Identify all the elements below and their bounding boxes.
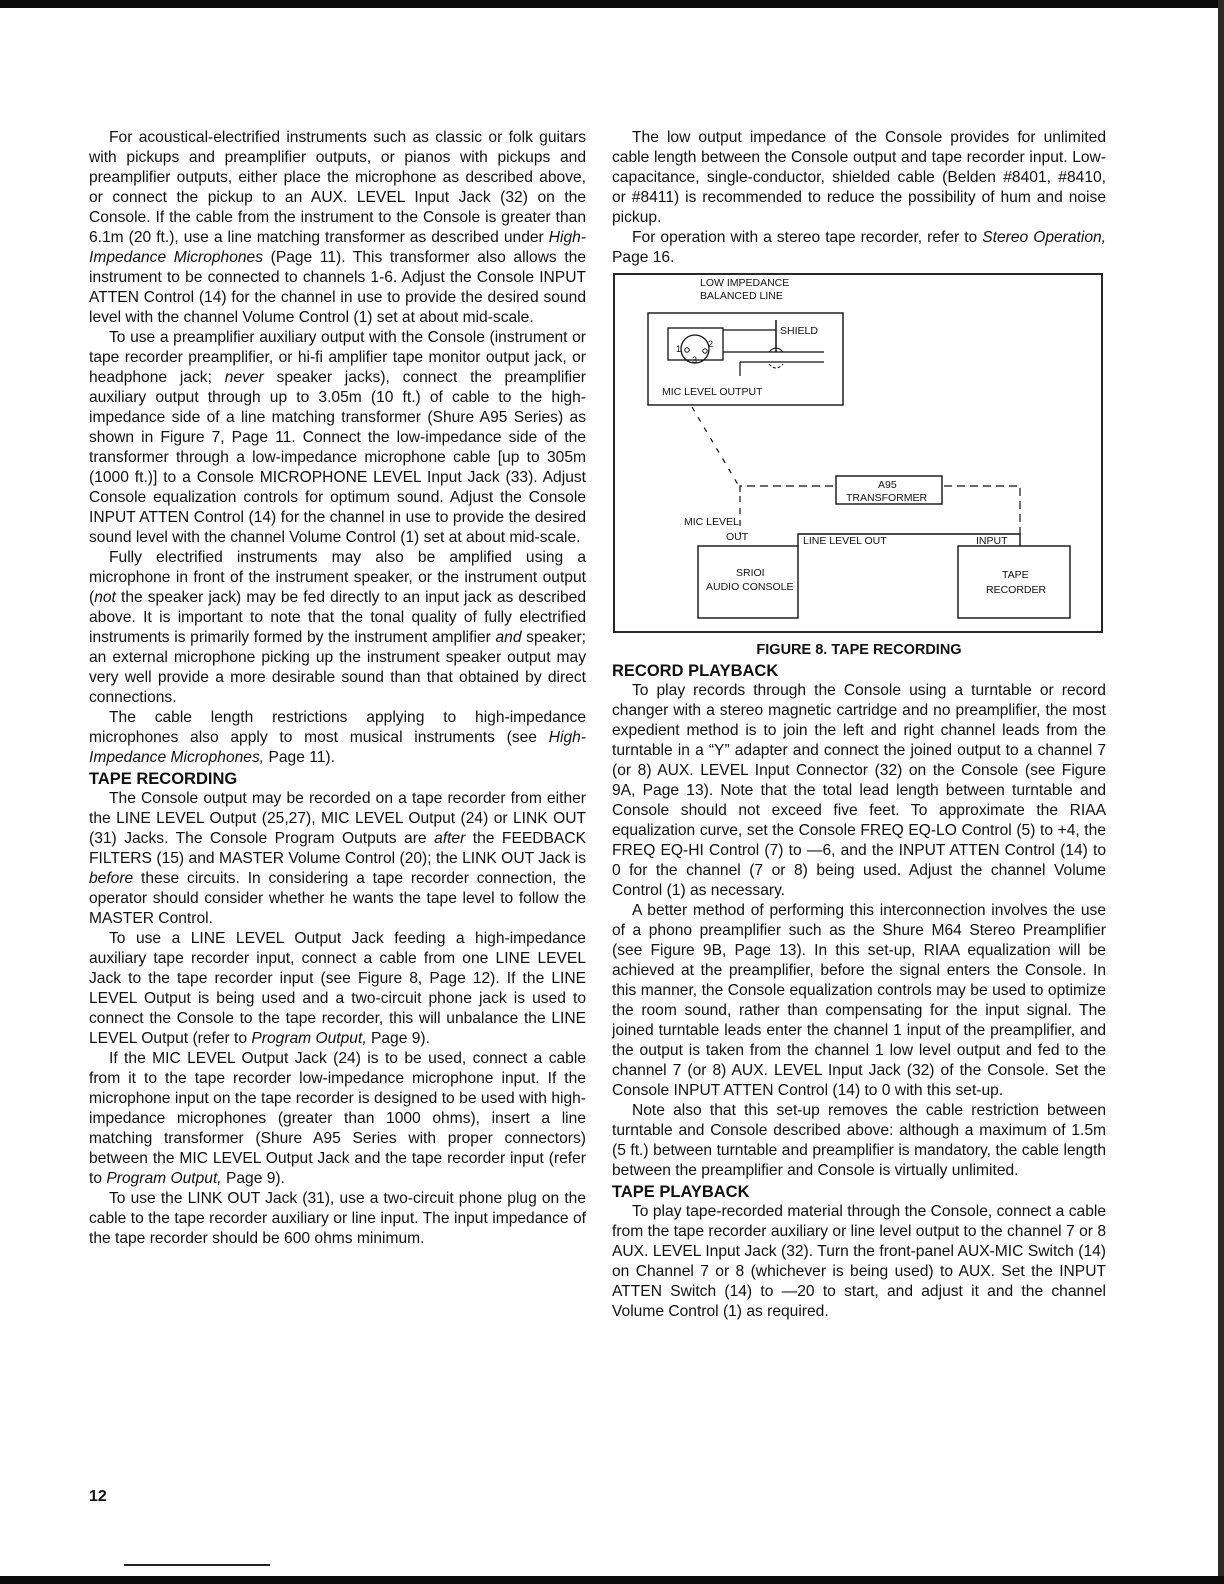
label-low-impedance: LOW IMPEDANCE: [700, 277, 790, 289]
italic-run: Program Output,: [251, 1030, 367, 1047]
page-number: 12: [89, 1488, 107, 1505]
text-run: To use the LINK OUT Jack (31), use a two-circuit phone plug on the cable to the tape recorder auxiliary or line input. The input impedance of the tape recorder should be 600 ohms minimum.: [89, 1190, 586, 1247]
footer-rule: [124, 1564, 270, 1566]
label-transformer: TRANSFORMER: [846, 492, 928, 504]
text-run: For acoustical-electrified instruments such as classic or folk guitars with pickups and preamplifier outputs, or pianos with pickups and preamplifier outputs, either place the microphone as described above, or connect the pickup to an AUX. LEVEL Input Jack (32) on the Console. If the cable from the instrument to the Console is greater than 6.1m (20 ft.), use a line matching transformer as described under: [89, 129, 586, 246]
cable-to-tape-input: [944, 486, 1020, 534]
paragraph: [89, 1049, 586, 1189]
paragraph: [612, 901, 1106, 1101]
text-run: (Page 11). This transformer also allows the instrument to be connected to channels 1-6. Adjust the Console INPUT ATTEN Control (14) for the channel in use to provide the desired sound level with the channel Volume Control (1) set at about mid-scale.: [89, 249, 586, 326]
paragraph: [89, 929, 586, 1049]
cable-to-transformer: [740, 486, 834, 492]
label-shield: SHIELD: [780, 325, 818, 337]
xlr-pin-1: [685, 348, 689, 352]
text-run: For operation with a stereo tape recorder, refer to: [632, 229, 983, 246]
paragraph: [89, 708, 586, 768]
text-run: The Console output may be recorded on a tape recorder from either the LINE LEVEL Output (25,27), MIC LEVEL Output (24) or LINK OUT (31) Jacks. The Console Program Outputs are: [89, 790, 586, 847]
text-run: The low output impedance of the Console provides for unlimited cable length between the Console output and tape recorder input. Low-capacitance, single-conductor, shielded cable (Belden #8401, #8410, or #8411) is recommended to reduce the possibility of hum and noise pickup.: [612, 129, 1106, 226]
pin-2-label: 2: [708, 339, 714, 349]
label-mic-level: MIC LEVEL: [684, 516, 739, 528]
italic-run: Stereo Operation,: [982, 229, 1107, 246]
text-run: Page 9).: [366, 1030, 430, 1047]
label-input: INPUT: [976, 535, 1008, 547]
left-column: [89, 128, 586, 1249]
paragraph: [89, 548, 586, 708]
paragraph: [612, 1202, 1106, 1322]
xlr-pin-2: [703, 349, 707, 353]
paragraph: [612, 681, 1106, 901]
figure-caption: FIGURE 8. TAPE RECORDING: [756, 642, 962, 658]
paragraph: [89, 1189, 586, 1249]
text-run: Note also that this set-up removes the cable restriction between turntable and Console described above: although a maximum of 1.5m (5 ft.) between turntable and preamplifier is mandatory, the cable length between the preamplifier and Console is virtually unlimited.: [612, 1102, 1106, 1179]
text-run: Fully electrified instruments may also be amplified using a microphone in front of the instrument speaker, or the instrument output (: [89, 549, 586, 606]
label-a95: A95: [878, 479, 897, 491]
section-heading-tape-playback: TAPE PLAYBACK: [612, 1183, 750, 1201]
text-run: If the MIC LEVEL Output Jack (24) is to be used, connect a cable from it to the tape recorder low-impedance microphone input. If the microphone input on the tape recorder is designed to be used with high-impedance microphones (greater than 1000 ohms), insert a line matching transformer (Shure A95 Series with proper connectors) between the MIC LEVEL Output Jack and the tape recorder input (refer to: [89, 1050, 586, 1187]
text-run: To use a preamplifier auxiliary output with the Console (instrument or tape recorder preamplifier, or hi-fi amplifier tape monitor output jack, or headphone jack;: [89, 329, 586, 386]
paragraph: [612, 1101, 1106, 1181]
text-run: To play records through the Console using a turntable or record changer with a stereo magnetic cartridge and no preamplifier, the most expedient method is to join the left and right channel leads from the turntable in a “Y” adapter and connect the joined output to a channel 7 (or 8) AUX. LEVEL Input Connector (32) on the Console (see Figure 9A, Page 13). Note that the total lead length between turntable and Console should not exceed five feet. To approximate the RIAA equalization curve, set the Console FREQ EQ-LO Control (5) to +4, the FREQ EQ-HI Control (7) to —6, and the INPUT ATTEN Control (14) to 0 for the channel (7 or 8) being used. Adjust the channel Volume Control (1) as necessary.: [612, 682, 1106, 899]
scan-border-top: [0, 0, 1224, 8]
figure-8-diagram: [612, 272, 1106, 634]
paragraph: [89, 128, 586, 328]
label-mic-out: OUT: [726, 531, 749, 543]
label-recorder: RECORDER: [986, 584, 1047, 596]
text-run: the FEEDBACK FILTERS (15) and MASTER Volume Control (20); the LINK OUT Jack is: [89, 830, 586, 867]
balanced-cable-line: [692, 407, 740, 488]
italic-run: not: [94, 589, 116, 606]
pin-3-label: 3: [692, 355, 698, 365]
label-line-level-out: LINE LEVEL OUT: [803, 535, 887, 547]
italic-run: before: [89, 870, 134, 887]
text-run: Page 9).: [221, 1170, 285, 1187]
right-column: [612, 128, 1106, 1322]
italic-run: Program Output,: [106, 1170, 222, 1187]
text-run: To play tape-recorded material through the Console, connect a cable from the tape recorder auxiliary or line level output to the channel 7 or 8 AUX. LEVEL Input Jack (32). Turn the front-panel AUX-MIC Switch (14) on Channel 7 or 8 (whichever is being used) to AUX. Set the INPUT ATTEN Switch (14) to —20 to start, and adjust it and the channel Volume Control (1) as required.: [612, 1203, 1106, 1320]
italic-run: High-Impedance Microphones: [89, 229, 586, 266]
pin-1-label: 1: [676, 344, 682, 354]
italic-run: High-Impedance Microphones,: [89, 729, 586, 766]
tape-recording-diagram: [612, 272, 1106, 634]
label-balanced-line: BALANCED LINE: [700, 290, 783, 302]
shield-arc-lower: [769, 364, 783, 368]
text-run: the speaker jack) may be fed directly to an input jack as described above. It is important to note that the tonal quality of fully electrified instruments is primarily formed by the instrument amplifier: [89, 589, 586, 646]
text-run: Page 16.: [612, 249, 675, 266]
text-run: The cable length restrictions applying to high-impedance microphones also apply to most musical instruments (see: [89, 709, 586, 746]
label-mic-level-output: MIC LEVEL OUTPUT: [662, 386, 763, 398]
italic-run: never: [224, 369, 264, 386]
section-heading-record-playback: RECORD PLAYBACK: [612, 662, 779, 680]
text-run: To use a LINE LEVEL Output Jack feeding a high-impedance auxiliary tape recorder input, connect a cable from one LINE LEVEL Jack to the tape recorder input (see Figure 8, Page 12). If the LINE LEVEL Output is being used and a two-circuit phone jack is used to connect the Console to the tape recorder, this will unbalance the LINE LEVEL Output (refer to: [89, 930, 586, 1047]
scan-border-bottom: [0, 1576, 1224, 1584]
italic-run: and: [495, 629, 522, 646]
paragraph: [89, 328, 586, 548]
label-sr101: SRIOI: [736, 567, 765, 579]
label-tape: TAPE: [1002, 569, 1029, 581]
text-run: speaker jacks), connect the preamplifier auxiliary output through up to 3.05m (10 ft.) of cable to the high-impedance side of a line matching transformer (Shure A95 Series) as shown in Figure 7, Page 11. Connect the low-impedance side of the transformer through a low-impedance microphone cable [up to 305m (1000 ft.)] to a Console MICROPHONE LEVEL Input Jack (33). Adjust Console equalization controls for optimum sound. Adjust the Console INPUT ATTEN Control (14) for the channel in use to provide the desired sound level with the channel Volume Control (1) set at about mid-scale.: [89, 369, 587, 546]
text-run: speaker; an external microphone picking up the instrument speaker output may very well provide a more desirable sound than that obtained by direct connections.: [89, 629, 586, 706]
text-run: A better method of performing this interconnection involves the use of a phono preamplifier such as the Shure M64 Stereo Preamplifier (see Figure 9B, Page 13). In this set-up, RIAA equalization will be achieved at the preamplifier, before the signal enters the Console. In this manner, the Console equalization controls may be used to optimize the room sound, rather than compensating for the input signal. The joined turntable leads enter the channel 1 input of the preamplifier, and the output is taken from the channel 1 low level output and fed to the channel 7 (or 8) AUX. LEVEL Input Jack (32) of the Console. Set the Console INPUT ATTEN Control (14) to 0 with this set-up.: [612, 902, 1106, 1099]
text-run: Page 11).: [264, 749, 335, 766]
paragraph: [612, 228, 1106, 268]
paragraph: [612, 128, 1106, 228]
section-heading-tape-recording: TAPE RECORDING: [89, 770, 238, 788]
italic-run: after: [434, 830, 466, 847]
label-audio-console: AUDIO CONSOLE: [706, 581, 794, 593]
scan-border-right: [1218, 0, 1224, 1584]
tape-recorder-box: [958, 546, 1070, 618]
paragraph: [89, 789, 586, 929]
text-run: these circuits. In considering a tape recorder connection, the operator should consider whether he wants the tape level to follow the MASTER Control.: [89, 870, 586, 927]
